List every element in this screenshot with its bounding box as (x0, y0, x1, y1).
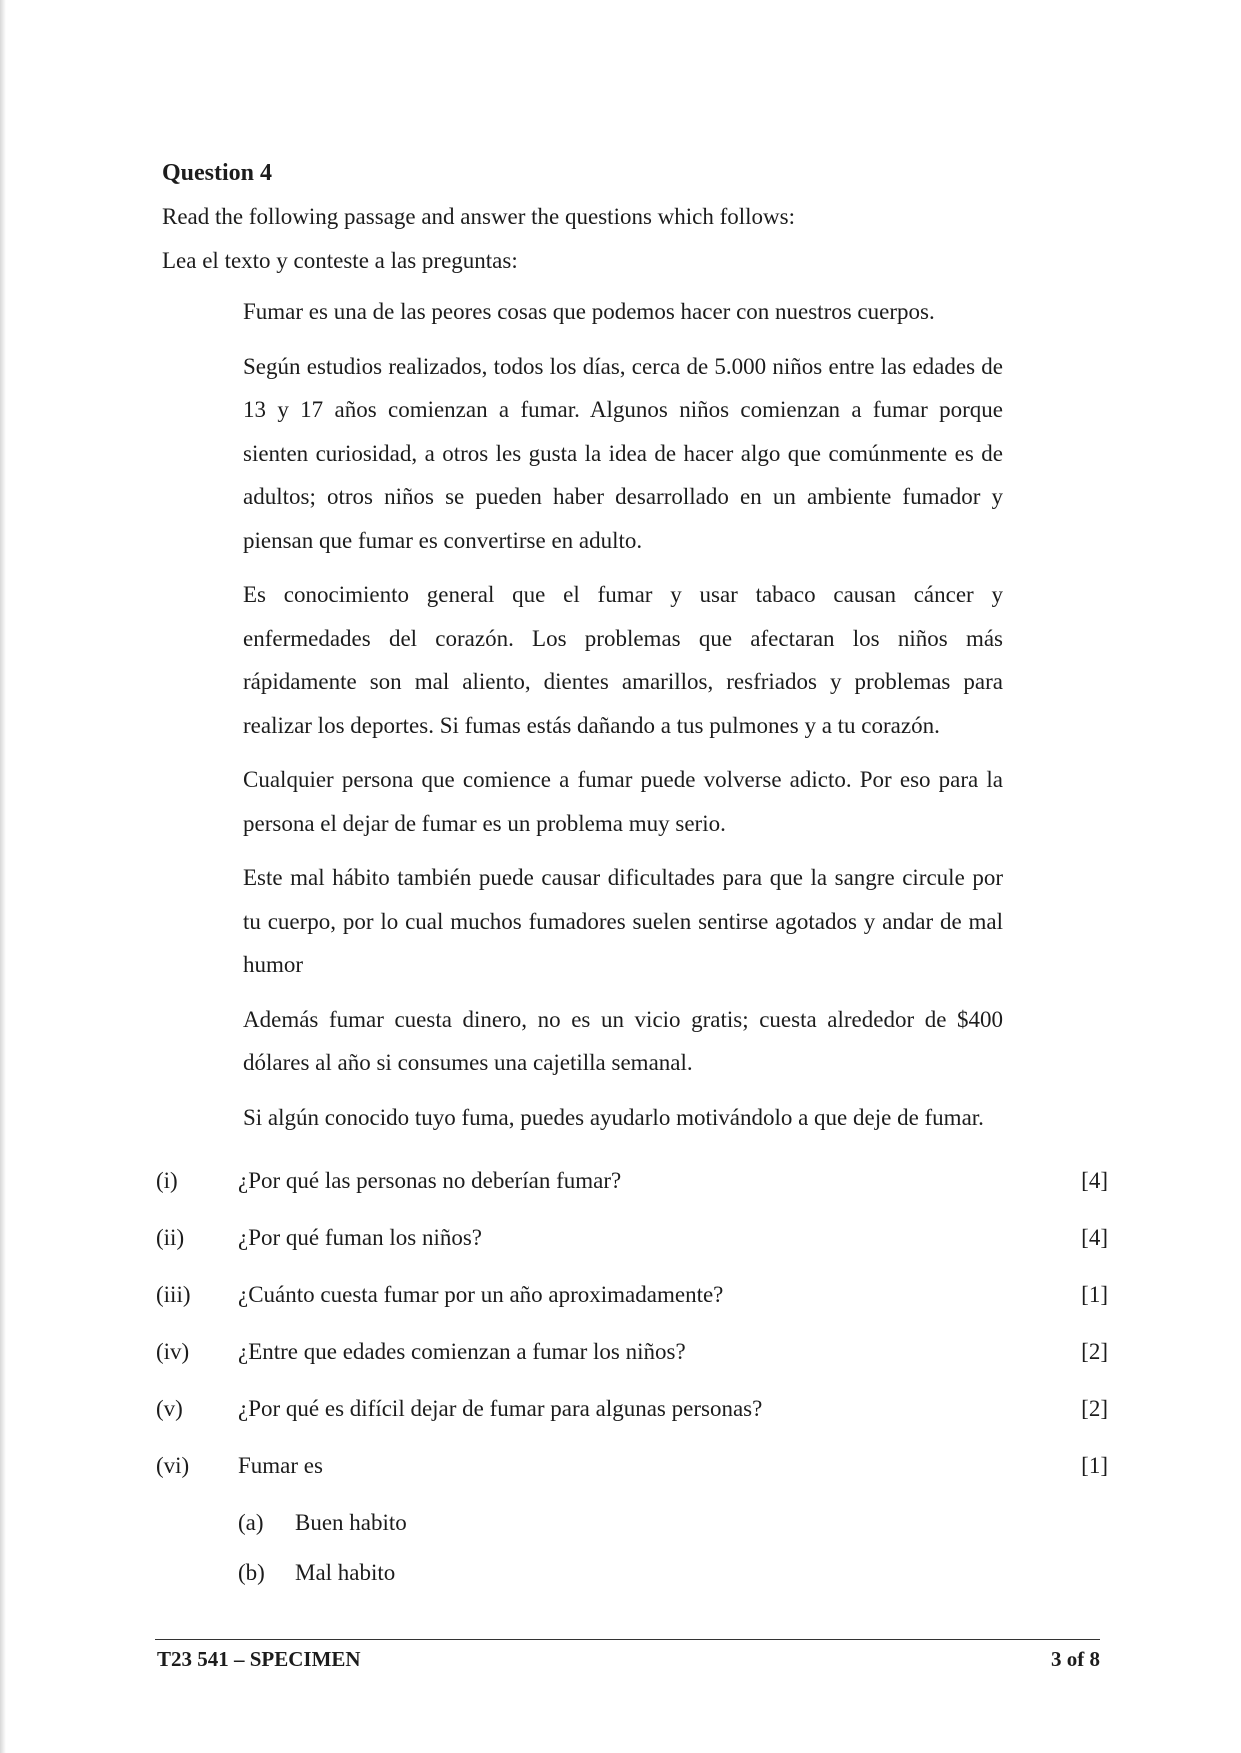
option-text: Mal habito (295, 1560, 396, 1585)
question-marks: [2] (1081, 1339, 1108, 1364)
question-item-i (150, 1168, 1108, 1225)
question-text: ¿Por qué es difícil dejar de fumar para algunas personas? (238, 1396, 763, 1421)
question-marks: [1] (1081, 1282, 1108, 1307)
option-letter: (a) (238, 1510, 264, 1535)
paper-code: T23 541 – SPECIMEN (157, 1647, 361, 1671)
reading-passage (243, 290, 1003, 1150)
passage-paragraph-6: Además fumar cuesta dinero, no es un vicio gratis; cuesta alrededor de $400 dólares al año si consumes una cajetilla semanal. (243, 1006, 1003, 1075)
passage-paragraph-5: Este mal hábito también puede causar dificultades para que la sangre circule por tu cuerpo, por lo cual muchos fumadores suelen sentirse agotados y andar de mal humor (243, 865, 1003, 977)
question-text: Fumar es (238, 1453, 323, 1478)
footer-divider (155, 1639, 1100, 1640)
option-letter: (b) (238, 1560, 265, 1585)
question-marks: [4] (1081, 1225, 1108, 1250)
question-text: ¿Por qué fuman los niños? (238, 1225, 483, 1250)
question-list (150, 1168, 1108, 1610)
passage-paragraph-1: Fumar es una de las peores cosas que podemos hacer con nuestros cuerpos. (243, 299, 935, 324)
page-number: 3 of 8 (1051, 1647, 1100, 1671)
passage-paragraph-7: Si algún conocido tuyo fuma, puedes ayudarlo motivándolo a que deje de fumar. (243, 1104, 984, 1130)
option-text: Buen habito (295, 1510, 407, 1535)
question-item-iii (150, 1282, 1108, 1339)
question-text: ¿Cuánto cuesta fumar por un año aproximadamente? (238, 1282, 724, 1307)
scan-edge-shadow (0, 0, 6, 1753)
question-item-v (150, 1396, 1108, 1453)
instruction-english: Read the following passage and answer the questions which follows: (162, 204, 796, 229)
question-marks: [4] (1081, 1168, 1108, 1193)
passage-paragraph-2: Según estudios realizados, todos los días, cerca de 5.000 niños entre las edades de 13 y 17 años comienzan a fumar. Algunos niños comienzan a fumar porque sienten curiosidad, a otros les gusta la idea de hacer algo que comúnmente es de adultos; otros niños se pueden haber desarrollado en un ambiente fumador y piensan que fumar es convertirse en adulto. (243, 353, 1003, 553)
question-number: (v) (156, 1396, 183, 1421)
question-number: (vi) (156, 1453, 190, 1478)
question-item-iv (150, 1339, 1108, 1396)
question-number: (iv) (156, 1339, 190, 1364)
question-number: (ii) (156, 1225, 185, 1250)
question-marks: [2] (1081, 1396, 1108, 1421)
question-number: (i) (156, 1168, 178, 1193)
passage-paragraph-3: Es conocimiento general que el fumar y usar tabaco causan cáncer y enfermedades del corazón. Los problemas que afectaran los niños más rápidamente son mal aliento, dientes amarillos, resfriados y problemas para realizar los deportes. Si fumas estás dañando a tus pulmones y a tu corazón. (243, 582, 1003, 738)
question-marks: [1] (1081, 1453, 1108, 1478)
question-item-vi (150, 1453, 1108, 1510)
question-text: ¿Por qué las personas no deberían fumar? (238, 1168, 622, 1193)
question-item-ii (150, 1225, 1108, 1282)
option-b (150, 1560, 1108, 1610)
question-title: Question 4 (162, 160, 273, 186)
question-number: (iii) (156, 1282, 191, 1307)
question-text: ¿Entre que edades comienzan a fumar los niños? (238, 1339, 686, 1364)
instruction-spanish: Lea el texto y conteste a las preguntas: (162, 248, 518, 273)
passage-paragraph-4: Cualquier persona que comience a fumar puede volverse adicto. Por eso para la persona el dejar de fumar es un problema muy serio. (243, 767, 1003, 836)
option-a (150, 1510, 1108, 1560)
